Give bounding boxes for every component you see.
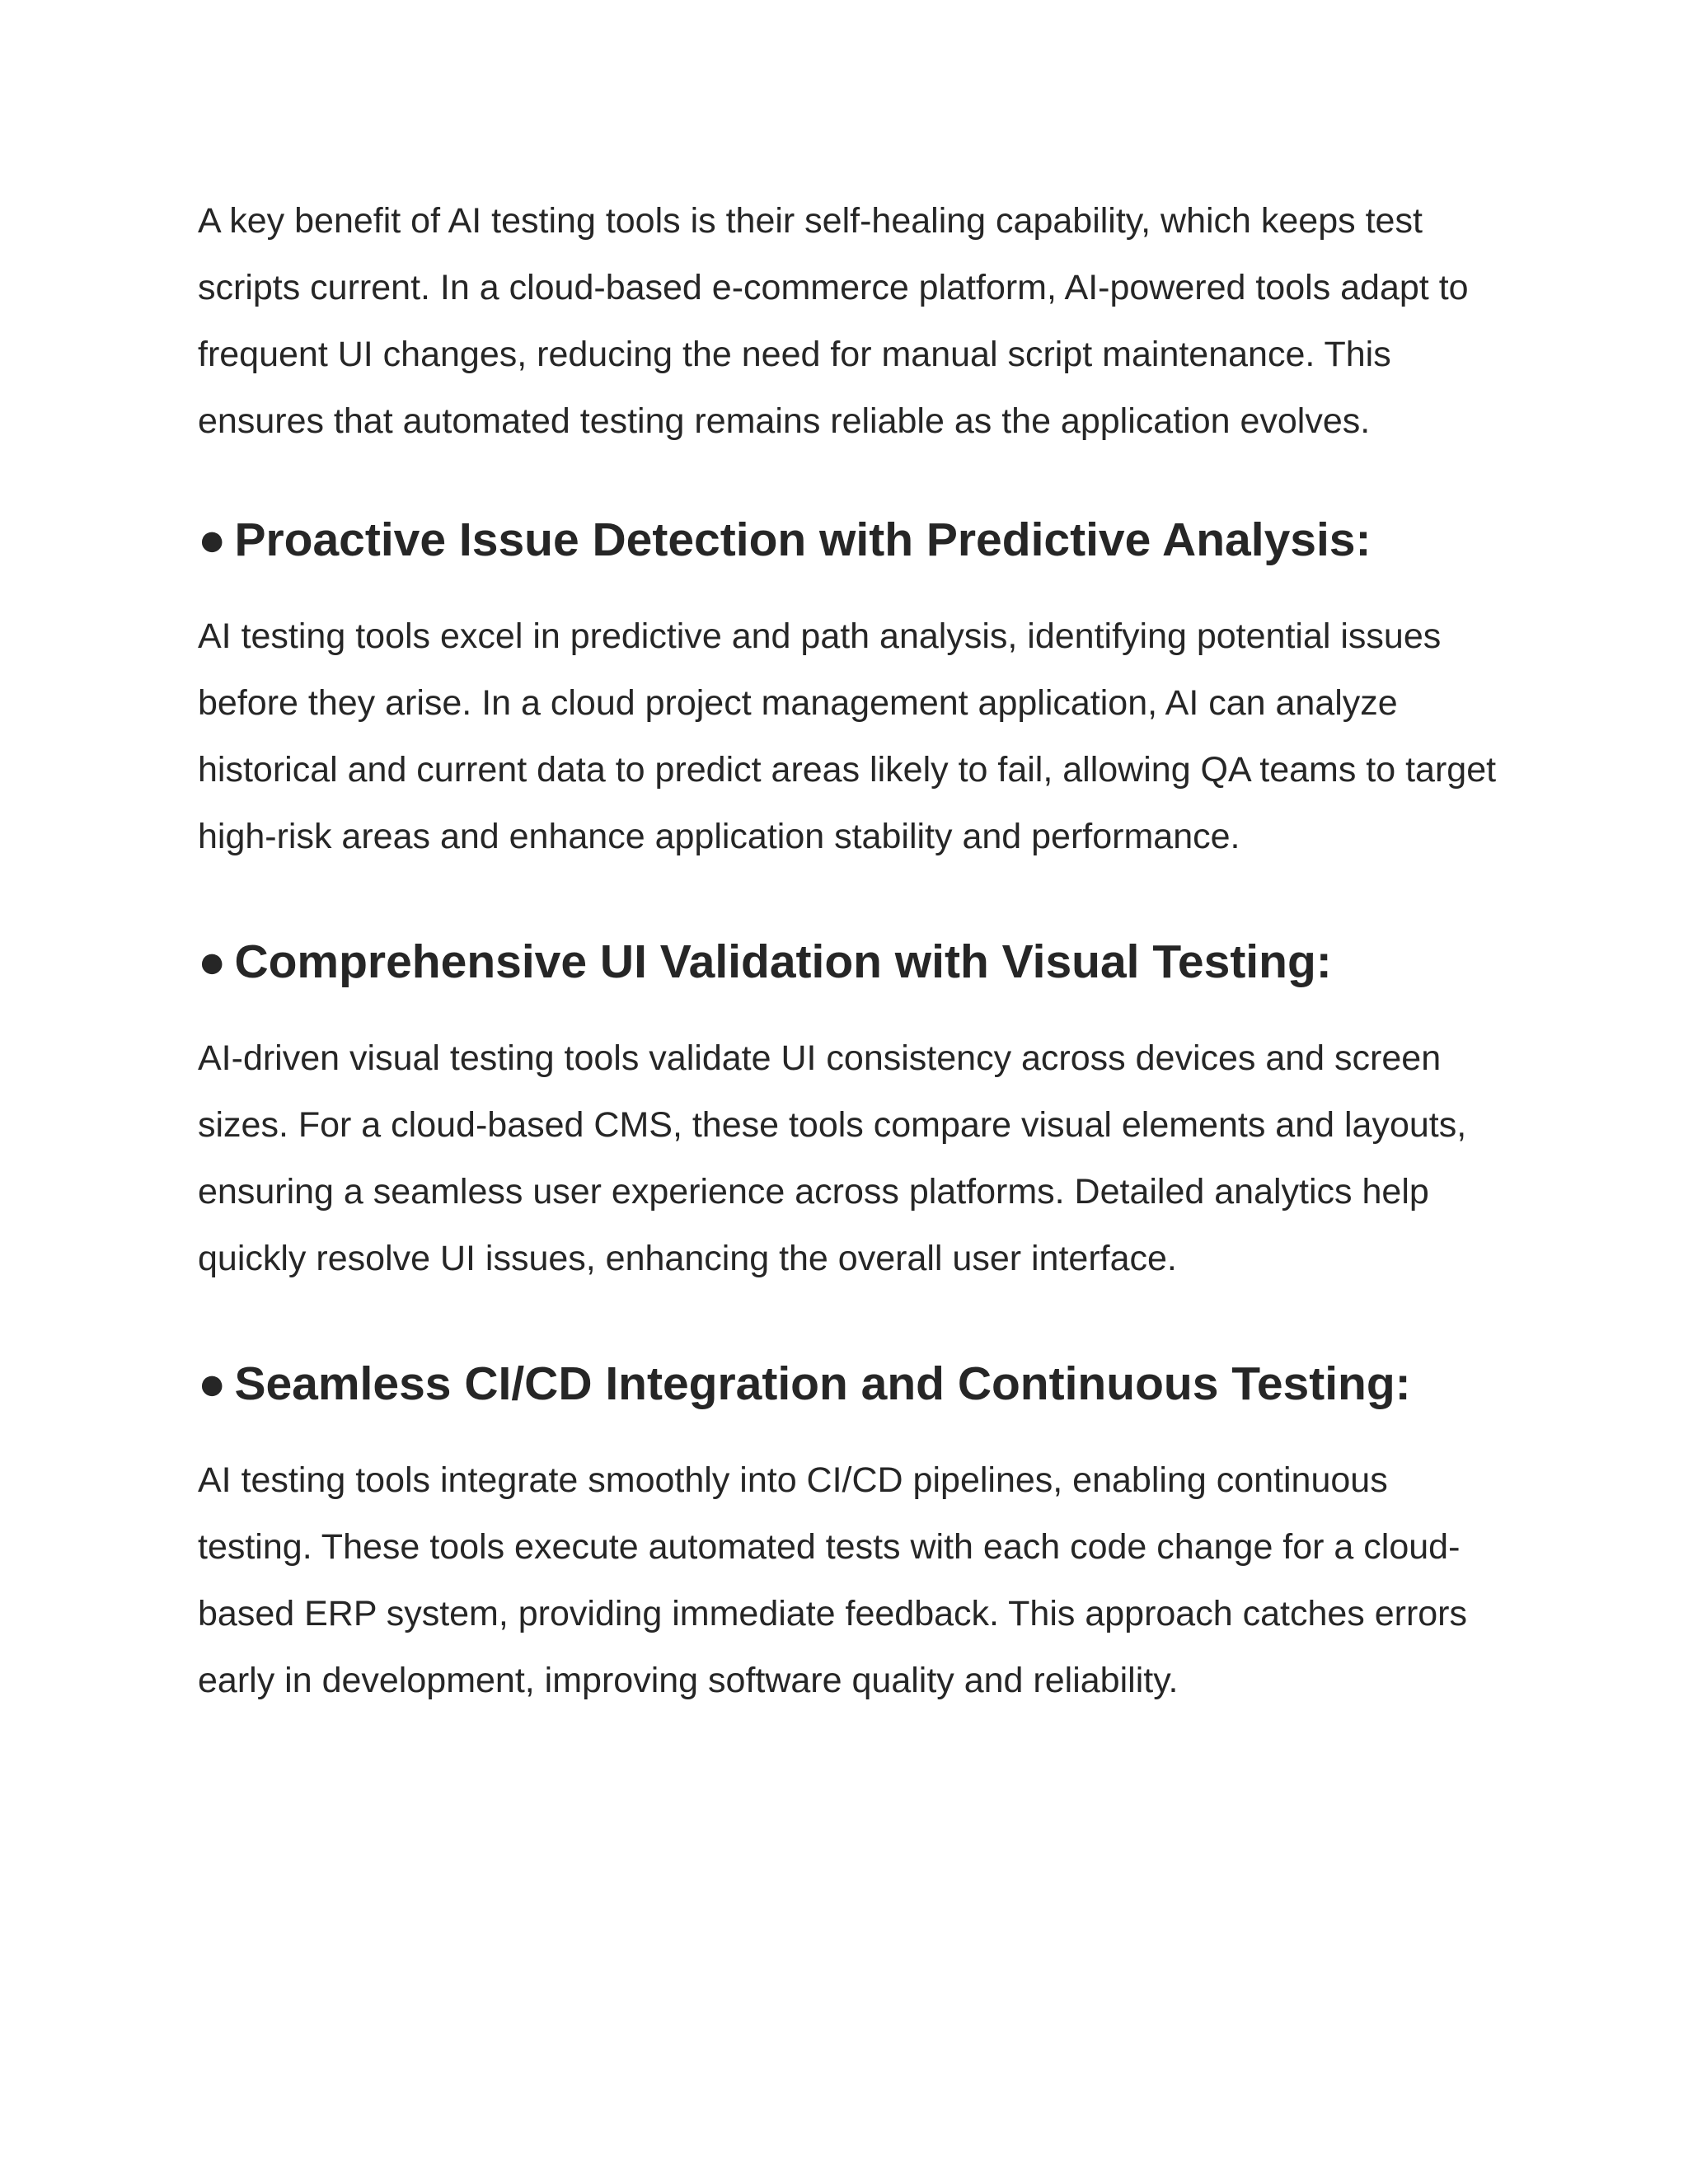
document-page <box>198 188 1500 1714</box>
section-body-cicd-integration: AI testing tools integrate smoothly into CI/CD pipelines, enabling continuous testing. These tools execute automated tests with each code change for a cloud-based ERP system, providing immediate feedback. This approach catches errors early in development, improving software quality and reliability. <box>198 1460 1468 1700</box>
bullet-icon: ● <box>198 935 227 988</box>
bullet-icon: ● <box>198 513 227 566</box>
section-heading-visual-testing <box>198 933 1500 991</box>
section-heading-text: Proactive Issue Detection with Predictive Analysis: <box>234 513 1372 566</box>
section-heading-cicd-integration <box>198 1355 1500 1413</box>
bullet-icon: ● <box>198 1357 227 1410</box>
section-body-predictive-analysis: AI testing tools excel in predictive and path analysis, identifying potential issues before they arise. In a cloud project management application, AI can analyze historical and current data to predict areas likely to fail, allowing QA teams to target high-risk areas and enhance application stability and performance. <box>198 616 1497 856</box>
section-body-visual-testing: AI-driven visual testing tools validate UI consistency across devices and screen sizes. For a cloud-based CMS, these tools compare visual elements and layouts, ensuring a seamless user experience across platforms. Detailed analytics help quickly resolve UI issues, enhancing the overall user interface. <box>198 1038 1467 1278</box>
intro-paragraph: A key benefit of AI testing tools is their self-healing capability, which keeps test scripts current. In a cloud-based e-commerce platform, AI-powered tools adapt to frequent UI changes, reducing the need for manual script maintenance. This ensures that automated testing remains reliable as the application evolves. <box>198 201 1469 441</box>
section-heading-text: Comprehensive UI Validation with Visual Testing: <box>234 935 1332 988</box>
section-heading-text: Seamless CI/CD Integration and Continuous Testing: <box>234 1357 1411 1410</box>
section-heading-predictive-analysis <box>198 511 1500 569</box>
